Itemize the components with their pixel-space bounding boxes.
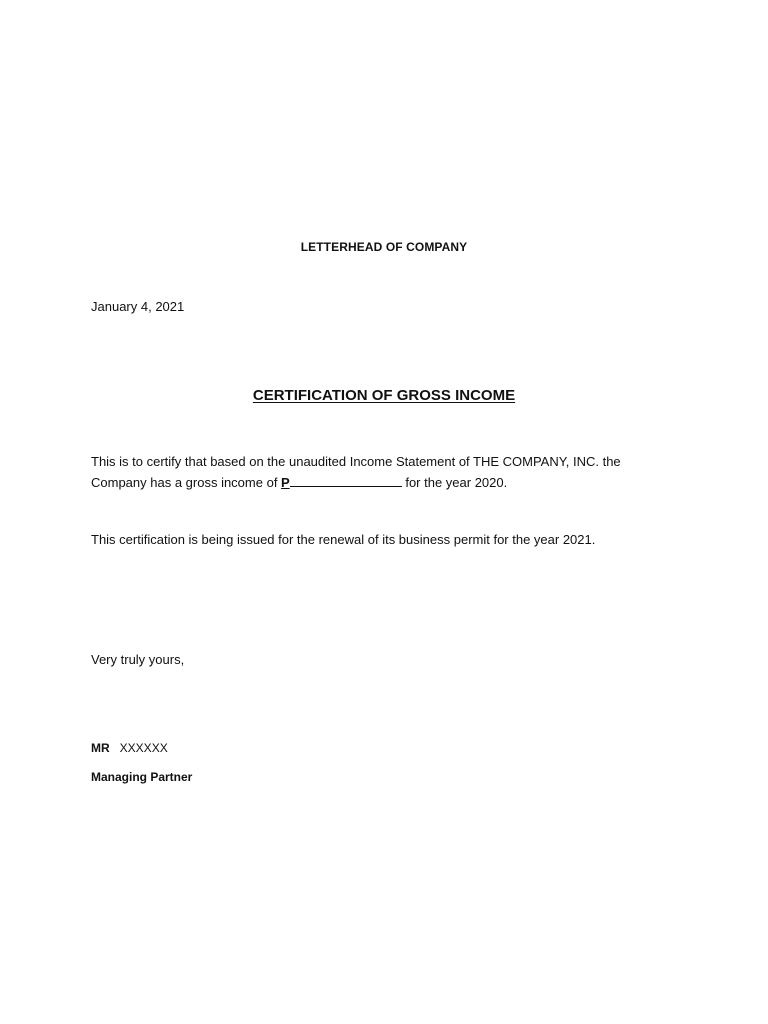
document-title: CERTIFICATION OF GROSS INCOME [252, 387, 516, 404]
paragraph-line-1: This is to certify that based on the unaudited Income Statement of THE COMPANY, INC. the [91, 454, 621, 469]
signatory-placeholder-name: XXXXXX [119, 741, 168, 755]
signatory-position: Managing Partner [91, 770, 193, 784]
currency-symbol: P [281, 475, 290, 490]
signatory-name [91, 741, 168, 755]
signatory-prefix: MR [91, 741, 110, 755]
purpose-paragraph: This certification is being issued for the renewal of its business permit for the year 2021. [91, 532, 596, 547]
amount-blank-line [290, 475, 402, 487]
letterhead: LETTERHEAD OF COMPANY [300, 240, 468, 254]
certification-paragraph [91, 451, 691, 493]
paragraph-line-2-start: Company has a gross income of [91, 475, 282, 490]
paragraph-line-2-end: for the year 2020. [401, 475, 508, 490]
closing-salutation: Very truly yours, [91, 652, 185, 667]
letter-date: January 4, 2021 [91, 299, 185, 314]
